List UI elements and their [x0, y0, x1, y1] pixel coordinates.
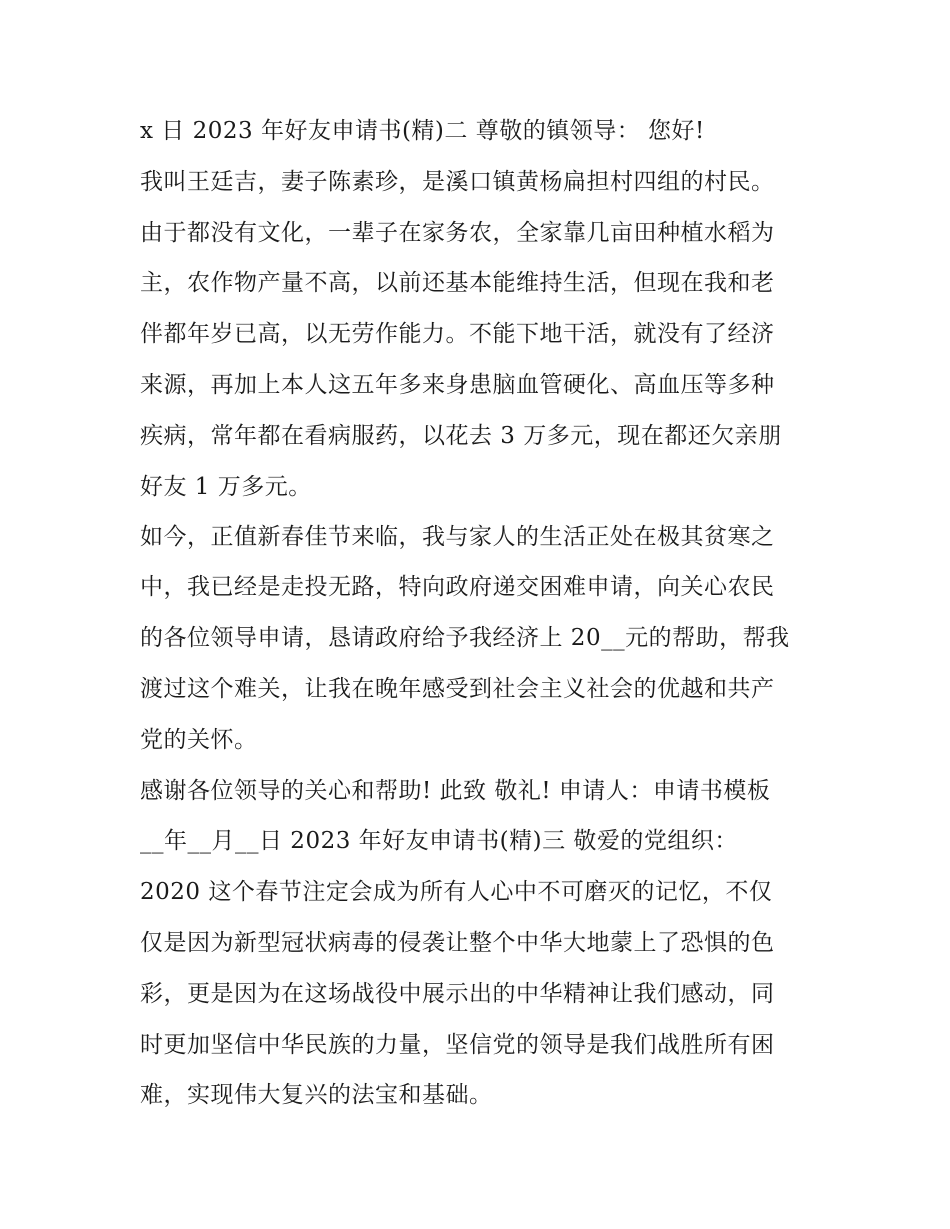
text-line: 来源，再加上本人这五年多来身患脑血管硬化、高血压等多种 — [140, 372, 775, 398]
text-line: 彩，更是因为在这场战役中展示出的中华精神让我们感动，同 — [140, 981, 775, 1007]
text-line: 时更加坚信中华民族的力量，坚信党的领导是我们战胜所有困 — [140, 1032, 775, 1058]
text-line: 如今，正值新春佳节来临，我与家人的生活正处在极其贫寒之 — [140, 524, 775, 550]
text-line: 渡过这个难关，让我在晚年感受到社会主义社会的优越和共产 — [140, 676, 775, 702]
text-line: 由于都没有文化，一辈子在家务农，全家靠几亩田种植水稻为 — [140, 220, 775, 246]
text-line: 难，实现伟大复兴的法宝和基础。 — [140, 1082, 493, 1108]
text-line: 我叫王廷吉，妻子陈素珍，是溪口镇黄杨扁担村四组的村民。 — [140, 169, 775, 195]
text-line: 好友 1 万多元。 — [140, 474, 312, 500]
text-line: 2020 这个春节注定会成为所有人心中不可磨灭的记忆，不仅 — [140, 879, 773, 905]
text-line: 中，我已经是走投无路，特向政府递交困难申请，向关心农民 — [140, 574, 775, 600]
text-line: 伴都年岁已高，以无劳作能力。不能下地干活，就没有了经济 — [140, 321, 775, 347]
text-line: x 日 2023 年好友申请书(精)二 尊敬的镇领导： 您好! — [140, 118, 705, 144]
text-line: 的各位领导申请，恳请政府给予我经济上 20__元的帮助，帮我 — [140, 625, 790, 651]
text-line: 党的关怀。 — [140, 727, 258, 753]
text-line: __年__月__日 2023 年好友申请书(精)三 敬爱的党组织： — [140, 828, 738, 854]
text-line: 主，农作物产量不高，以前还基本能维持生活，但现在我和老 — [140, 270, 775, 296]
text-line: 仅是因为新型冠状病毒的侵袭让整个中华大地蒙上了恐惧的色 — [140, 930, 775, 956]
text-line: 感谢各位领导的关心和帮助! 此致 敬礼! 申请人：申请书模板 — [140, 778, 771, 804]
text-line: 疾病，常年都在看病服药，以花去 3 万多元，现在都还欠亲朋 — [140, 423, 782, 449]
